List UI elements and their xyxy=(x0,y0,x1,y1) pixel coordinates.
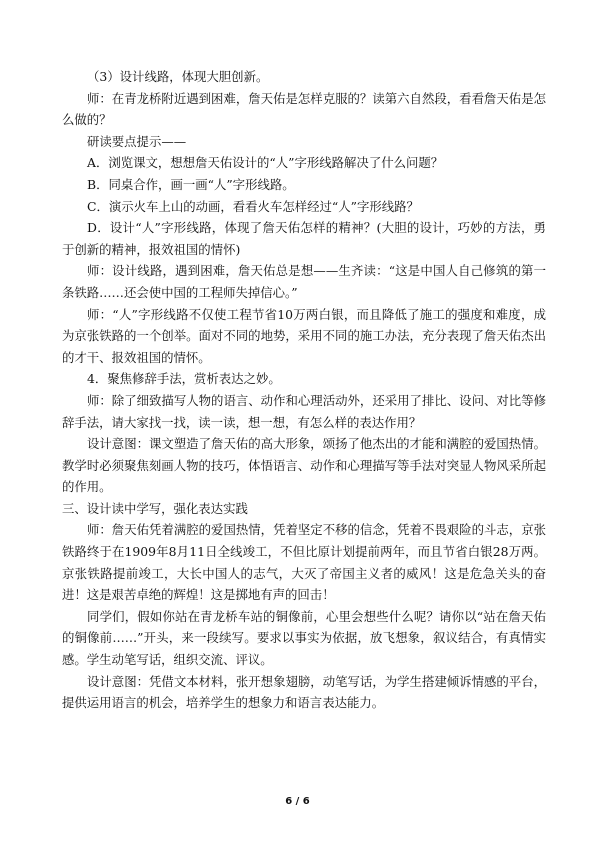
paragraph: 设计意图：课文塑造了詹天佑的高大形象，颂扬了他杰出的才能和满腔的爱国热情。教学时必须聚焦刻画人物的技巧，体悟语言、动作和心理描写等手法对突显人物风采所起的作用。 xyxy=(62,436,546,495)
paragraph: 4．聚焦修辞手法，赏析表达之妙。 xyxy=(87,371,281,387)
paragraph: 同学们，假如你站在青龙桥车站的铜像前，心里会想些什么呢？请你以“站在詹天佑的铜像前……”开头，来一段续写。要求以事实为依据，放飞想象，叙议结合，有真情实感。学生动笔写话，组织交流、评议。 xyxy=(62,608,546,668)
paragraph: A．浏览课文，想想詹天佑设计的“人”字形线路解决了什么问题？ xyxy=(87,155,444,171)
paragraph: 三、设计读中学写，强化表达实践 xyxy=(62,500,248,516)
paragraph: 师：除了细致描写人物的语言、动作和心理活动外，还采用了排比、设问、对比等修辞手法，请大家找一找，读一读，想一想，有怎么样的表达作用？ xyxy=(62,392,546,430)
page-number: 6 / 6 xyxy=(285,796,310,807)
paragraph: 师：詹天佑凭着满腔的爱国热情，凭着坚定不移的信念，凭着不畏艰险的斗志，京张铁路终于在1909年8月11日全线竣工，不但比原计划提前两年，而且节省白银28万两。京张铁路提前竣工，大长中国人的志气，大灭了帝国主义者的威风！这是危急关头的奋进！这是艰苦卓绝的辉煌！这是掷地有声的回击！ xyxy=(62,522,546,603)
paragraph: D．设计“人”字形线路，体现了詹天佑怎样的精神？(大胆的设计，巧妙的方法，勇于创新的精神，报效祖国的情怀) xyxy=(62,220,546,257)
paragraph: 研读要点提示—— xyxy=(87,133,187,149)
paragraph: 师：设计线路，遇到困难，詹天佑总是想——生齐读：“这是中国人自己修筑的第一条铁路……还会使中国的工程师失掉信心。” xyxy=(62,263,546,300)
paragraph: 设计意图：凭借文本材料，张开想象翅膀，动笔写话，为学生搭建倾诉情感的平台，提供运用语言的机会，培养学生的想象力和语言表达能力。 xyxy=(62,673,546,711)
paragraph: 师：在青龙桥附近遇到困难，詹天佑是怎样克服的？读第六自然段，看看詹天佑是怎么做的？ xyxy=(62,90,546,128)
paragraph: B．同桌合作，画一画“人”字形线路。 xyxy=(87,176,295,192)
document-body xyxy=(62,66,546,714)
paragraph: C．演示火车上山的动画，看看火车怎样经过“人”字形线路？ xyxy=(87,198,419,214)
paragraph: （3）设计线路，体现大胆创新。 xyxy=(87,69,269,84)
paragraph: 师：“人”字形线路不仅使工程节省10万两白银，而且降低了施工的强度和难度，成为京张铁路的一个创举。面对不同的地势，采用不同的施工办法，充分表现了詹天佑杰出的才干、报效祖国的情怀。 xyxy=(62,306,546,365)
